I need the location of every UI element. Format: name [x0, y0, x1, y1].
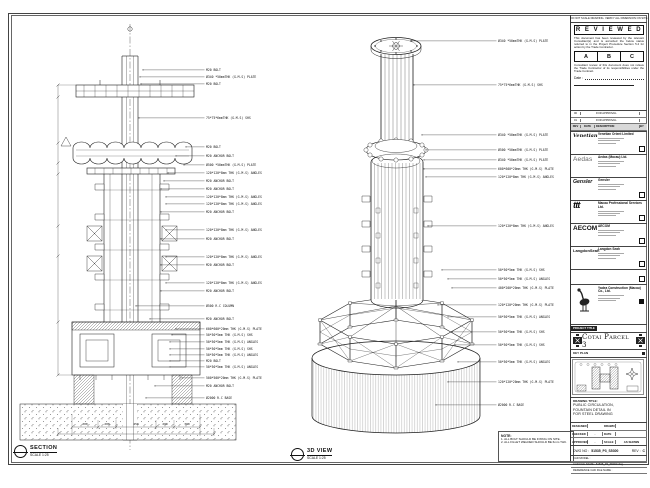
by-header: BY	[640, 125, 644, 129]
reviewed-body: This document has been reviewed by the relevant Consultant(s) and is accorded the below status referred to in the Project Procedure Section 5.4 for action by the Trade Contractor.	[574, 35, 644, 50]
callout-label: M20 ANCHOR BOLT	[206, 237, 234, 241]
callout-label: 75*75*6mmTHK (G.M.S) SHS	[498, 83, 543, 87]
callout-label: 120*120*8mm THK (G.M.S) ANGLES	[498, 224, 554, 228]
key-plan	[571, 358, 647, 398]
section-view-drawing	[20, 24, 236, 450]
contractor-block	[571, 285, 647, 325]
reviewed-footer: Consultant review of this document does not relieve the Trade Contractor of its responsibilities under the Trade Contract.	[574, 62, 644, 74]
callout-label: 600*600*20mm THK (G.M.S) PLATE	[498, 167, 554, 171]
consultant-block-gensler	[571, 178, 647, 201]
status-checkbox	[639, 276, 645, 282]
callout-label: 50*50*5mm THK (G.M.S) ANGLES	[498, 315, 551, 319]
date-label: DATE	[603, 432, 616, 436]
callout-label: Ø340 *50mmTHK (G.M.S) PLATE	[498, 39, 549, 43]
address-lines	[598, 161, 645, 166]
callout-label: 50*50*5mm THK (G.M.S) ANGLES	[498, 277, 551, 281]
approved-label: APPROVED	[572, 439, 588, 444]
callout-label: 120*120*8mm THK (G.M.S) ANGLES	[206, 171, 262, 175]
callout-label: 120*120*8mm THK (G.M.S) ANGLES	[206, 202, 262, 206]
checked-label: CHECKED	[571, 432, 588, 436]
consultant-block-aedas	[571, 155, 647, 178]
crane-bird-logo	[573, 287, 598, 322]
status-checkbox	[639, 261, 645, 267]
iso-view-drawing	[312, 38, 480, 434]
callout-label: Ø340 *50mmTHK (G.M.S) PLATE	[498, 158, 549, 162]
revision-table	[571, 111, 647, 132]
callout-label: 50*50*5mm THK (G.M.S) SHS	[498, 343, 545, 347]
consultant-name: Gensler	[598, 178, 610, 183]
consultant-block-aecom	[571, 224, 647, 247]
callout-label: 120*120*20mm THK (G.M.S) PLATE	[498, 380, 554, 384]
address-lines	[598, 184, 645, 189]
gensler-logo: Gensler	[573, 179, 593, 186]
cad-row: CAD FILE NAME : 51535_P3_S5300.dwg	[571, 462, 647, 468]
consultant-name: Aedas (Macau) Ltd.	[598, 155, 628, 160]
approved-value: -	[588, 440, 603, 444]
callout-label: 120*120*8mm THK (G.M.S) ANGLES	[206, 255, 262, 259]
note-line: 2. ALL FILLET WELDED SHOULD BE 6mm THK.	[501, 440, 567, 445]
callout-label: Ø500 *50mmTHK (G.M.S) PLATE	[498, 148, 549, 152]
date-header: DATE	[581, 125, 595, 128]
callout-label: 50*50*5mm THK (G.M.S) ANGLES	[498, 360, 551, 364]
callout-label: M20 ANCHOR BOLT	[206, 187, 234, 191]
revision-header-row	[571, 124, 647, 131]
callout-label: M20 ANCHOR BOLT	[206, 263, 234, 267]
title-block	[569, 15, 649, 472]
description-header: DESCRIPTION	[595, 125, 640, 128]
note-line: 1. ALL BOLT SHOULD BE FIXING ON SITE.	[501, 436, 561, 441]
callout-label: 50*50*5mm THK (G.M.S) SHS	[498, 330, 545, 334]
aecom-logo: AECOM	[573, 225, 598, 233]
consultant-block-langdonseah	[571, 247, 647, 270]
key-plan-label: KEY PLAN	[573, 351, 589, 356]
drawn-label: DRAWN	[604, 424, 615, 429]
ttt-logo: ttt	[573, 200, 580, 211]
fields-row	[571, 431, 647, 439]
dwg-no-label: DWG NO :	[573, 448, 590, 453]
status-option-c: C	[630, 53, 634, 60]
iso-scale-text: SCALE 1:25	[307, 456, 326, 461]
callout-label: Ø340 *50mmTHK (G.M.S) PLATE	[498, 133, 549, 137]
callout-label: 50*50*5mm THK (G.M.S) ANGLES	[206, 365, 259, 369]
iso-view-title	[291, 448, 332, 461]
reviewed-stamp	[571, 23, 647, 111]
callout-label: M20 BOLT	[206, 359, 221, 363]
callout-label: M20 BOLT	[206, 68, 221, 72]
consultant-block-empty	[571, 270, 647, 285]
consultant-block-mps	[571, 201, 647, 224]
revision-row	[571, 111, 647, 118]
langdonseah-logo: LangdonSeah	[573, 248, 600, 254]
callout-label: M20 BOLT	[206, 145, 221, 149]
rev-description: FOR APPROVAL	[595, 119, 640, 122]
callout-label: 50*50*5mm THK (G.M.S) SHS	[498, 268, 545, 272]
emblem-icon	[573, 334, 582, 347]
callout-label: Ø2000 R.C BASE	[206, 396, 233, 400]
status-options	[574, 51, 644, 62]
cad-row: CAD MODEL :	[571, 456, 647, 462]
iso-ref-bubble	[291, 448, 304, 461]
callout-label: 120*120*20mm THK (G.M.S) PLATE	[498, 303, 554, 307]
callout-label: M20 ANCHOR BOLT	[206, 210, 234, 214]
callout-label: 600*600*20mm THK (G.M.S) PLATE	[206, 327, 262, 331]
scale-value: AS SHOWN	[623, 439, 640, 444]
contractor-name: Yadea Construction (Macau) Co., Ltd.	[598, 285, 641, 294]
key-plan-label-row	[571, 350, 647, 358]
iso-title-text: 3D VIEW	[307, 448, 333, 454]
drawing-title-line: FOUNTAIN DETAIL IN	[573, 407, 611, 412]
date-fill-line	[585, 76, 644, 80]
reviewed-title: R E V I E W E D	[575, 27, 643, 33]
dimension-value: 300	[184, 422, 190, 426]
callout-label: M20 ANCHOR BOLT	[206, 384, 234, 388]
consultant-name: Venetian Orient Limited	[598, 132, 634, 137]
section-view-title	[14, 445, 57, 458]
callout-label: 50*50*5mm THK (G.M.S) ANGLES	[206, 340, 259, 344]
project-title-row	[571, 333, 647, 350]
address-lines	[598, 138, 645, 143]
date-label: Date :	[574, 75, 584, 80]
dimension-value: 200	[162, 422, 168, 426]
callout-label: 120*120*8mm THK (G.M.S) ANGLES	[206, 195, 262, 199]
consultant-name: AECOM	[598, 224, 610, 229]
status-checkbox	[639, 215, 645, 221]
consultant-name: Macau Professional Services Ltd.	[598, 201, 642, 209]
rev-value: C	[642, 448, 645, 453]
callout-label: Ø340 *50mmTHK (G.M.S) PLATE	[206, 75, 257, 79]
callout-label: 400*200*20mm THK (G.M.S) PLATE	[498, 286, 554, 290]
rev-number: 01	[571, 119, 581, 122]
address-lines	[598, 253, 645, 258]
status-option-a: A	[575, 52, 598, 61]
consultant-block-venetian	[571, 132, 647, 155]
callout-label: 500*500*20mm THK (G.M.S) PLATE	[206, 376, 262, 380]
dimension-value: 450	[133, 422, 139, 426]
checked-value: -	[588, 432, 603, 436]
drawing-title-line: FOR STEEL DRAWING	[573, 412, 613, 417]
callout-label: M20 ANCHOR BOLT	[206, 317, 234, 321]
emblem-icon	[636, 334, 645, 347]
sheet-note: DO NOT SCALE DRAWING. VERIFY ALL DIMENSION ON SITE.	[571, 15, 647, 23]
drawing-title-label: DRAWING TITLE:	[573, 399, 598, 404]
callout-label: M20 ANCHOR BOLT	[206, 289, 234, 293]
address-lines	[598, 230, 645, 235]
callout-label: 120*120*8mm THK (G.M.S) ANGLES	[498, 175, 554, 179]
section-scale-text: SCALE 1:25	[30, 453, 49, 458]
callout-label: 75*75*6mmTHK (G.M.S) SHS	[206, 116, 251, 120]
callout-label: Ø500 R.C COLUMN	[206, 304, 234, 308]
status-checkbox	[639, 238, 645, 244]
callout-label: 120*120*8mm THK (G.M.S) ANGLES	[206, 228, 262, 232]
rev-header: REV	[571, 125, 581, 128]
notes-box	[498, 431, 574, 462]
cad-row: REFERENCE CAD FILE NAME :	[571, 468, 647, 474]
drawing-title-line: PUBLIC CIRCULATION,	[573, 403, 614, 408]
rev-number: 00	[571, 112, 581, 115]
status-option-b: B	[598, 52, 621, 61]
consultant-name: Langdon Seah	[598, 247, 620, 252]
callout-label: M20 ANCHOR BOLT	[206, 154, 234, 158]
venetian-logo: Venetian	[573, 133, 598, 140]
drawing-title-block	[571, 398, 647, 423]
project-label-row	[571, 325, 647, 333]
callout-label: 50*50*5mm THK (G.M.S) ANGLES	[206, 353, 259, 357]
notes-heading: NOTE:	[501, 433, 512, 438]
aedas-logo: Aedas	[573, 156, 593, 164]
callout-label: 120*120*8mm THK (G.M.S) ANGLES	[206, 281, 262, 285]
callout-label: 50*50*5mm THK (G.M.S) SHS	[206, 347, 253, 351]
callout-label: M20 ANCHOR BOLT	[206, 179, 234, 183]
signature-line	[574, 83, 634, 86]
cad-rows	[571, 456, 647, 473]
callout-label: Ø2000 R.C BASE	[498, 403, 525, 407]
project-title: Cotai Parcel 3	[582, 332, 629, 349]
revision-row	[571, 118, 647, 125]
dwg-no-value: 51535_P3_S5300	[591, 448, 619, 453]
callout-label: 50*50*5mm THK (G.M.S) SHS	[206, 333, 253, 337]
north-marker	[642, 352, 646, 356]
scale-label: SCALE	[603, 440, 616, 444]
dimension-value: 200	[104, 422, 110, 426]
address-lines	[598, 211, 645, 216]
callout-label: Ø500 *50mmTHK (G.M.S) PLATE	[206, 163, 257, 167]
dimension-value: 300	[82, 422, 88, 426]
rev-description: FOR APPROVAL	[595, 112, 640, 115]
fields-row	[571, 438, 647, 445]
rev-label: REV :	[631, 448, 641, 453]
callout-label: M20 BOLT	[206, 82, 221, 86]
designed-label: DESIGNED	[572, 424, 587, 429]
status-checkbox	[639, 146, 645, 152]
status-checkbox	[639, 192, 645, 198]
reviewed-date-row	[574, 76, 644, 80]
fields-row	[571, 423, 647, 431]
project-label: PROJECT TITLE	[573, 326, 595, 331]
section-title-text: SECTION	[30, 445, 58, 451]
fields-table	[571, 423, 647, 446]
dwg-no-row	[571, 446, 647, 456]
section-ref-bubble	[14, 445, 27, 458]
stamp-square	[639, 299, 644, 304]
address-lines	[598, 295, 645, 300]
